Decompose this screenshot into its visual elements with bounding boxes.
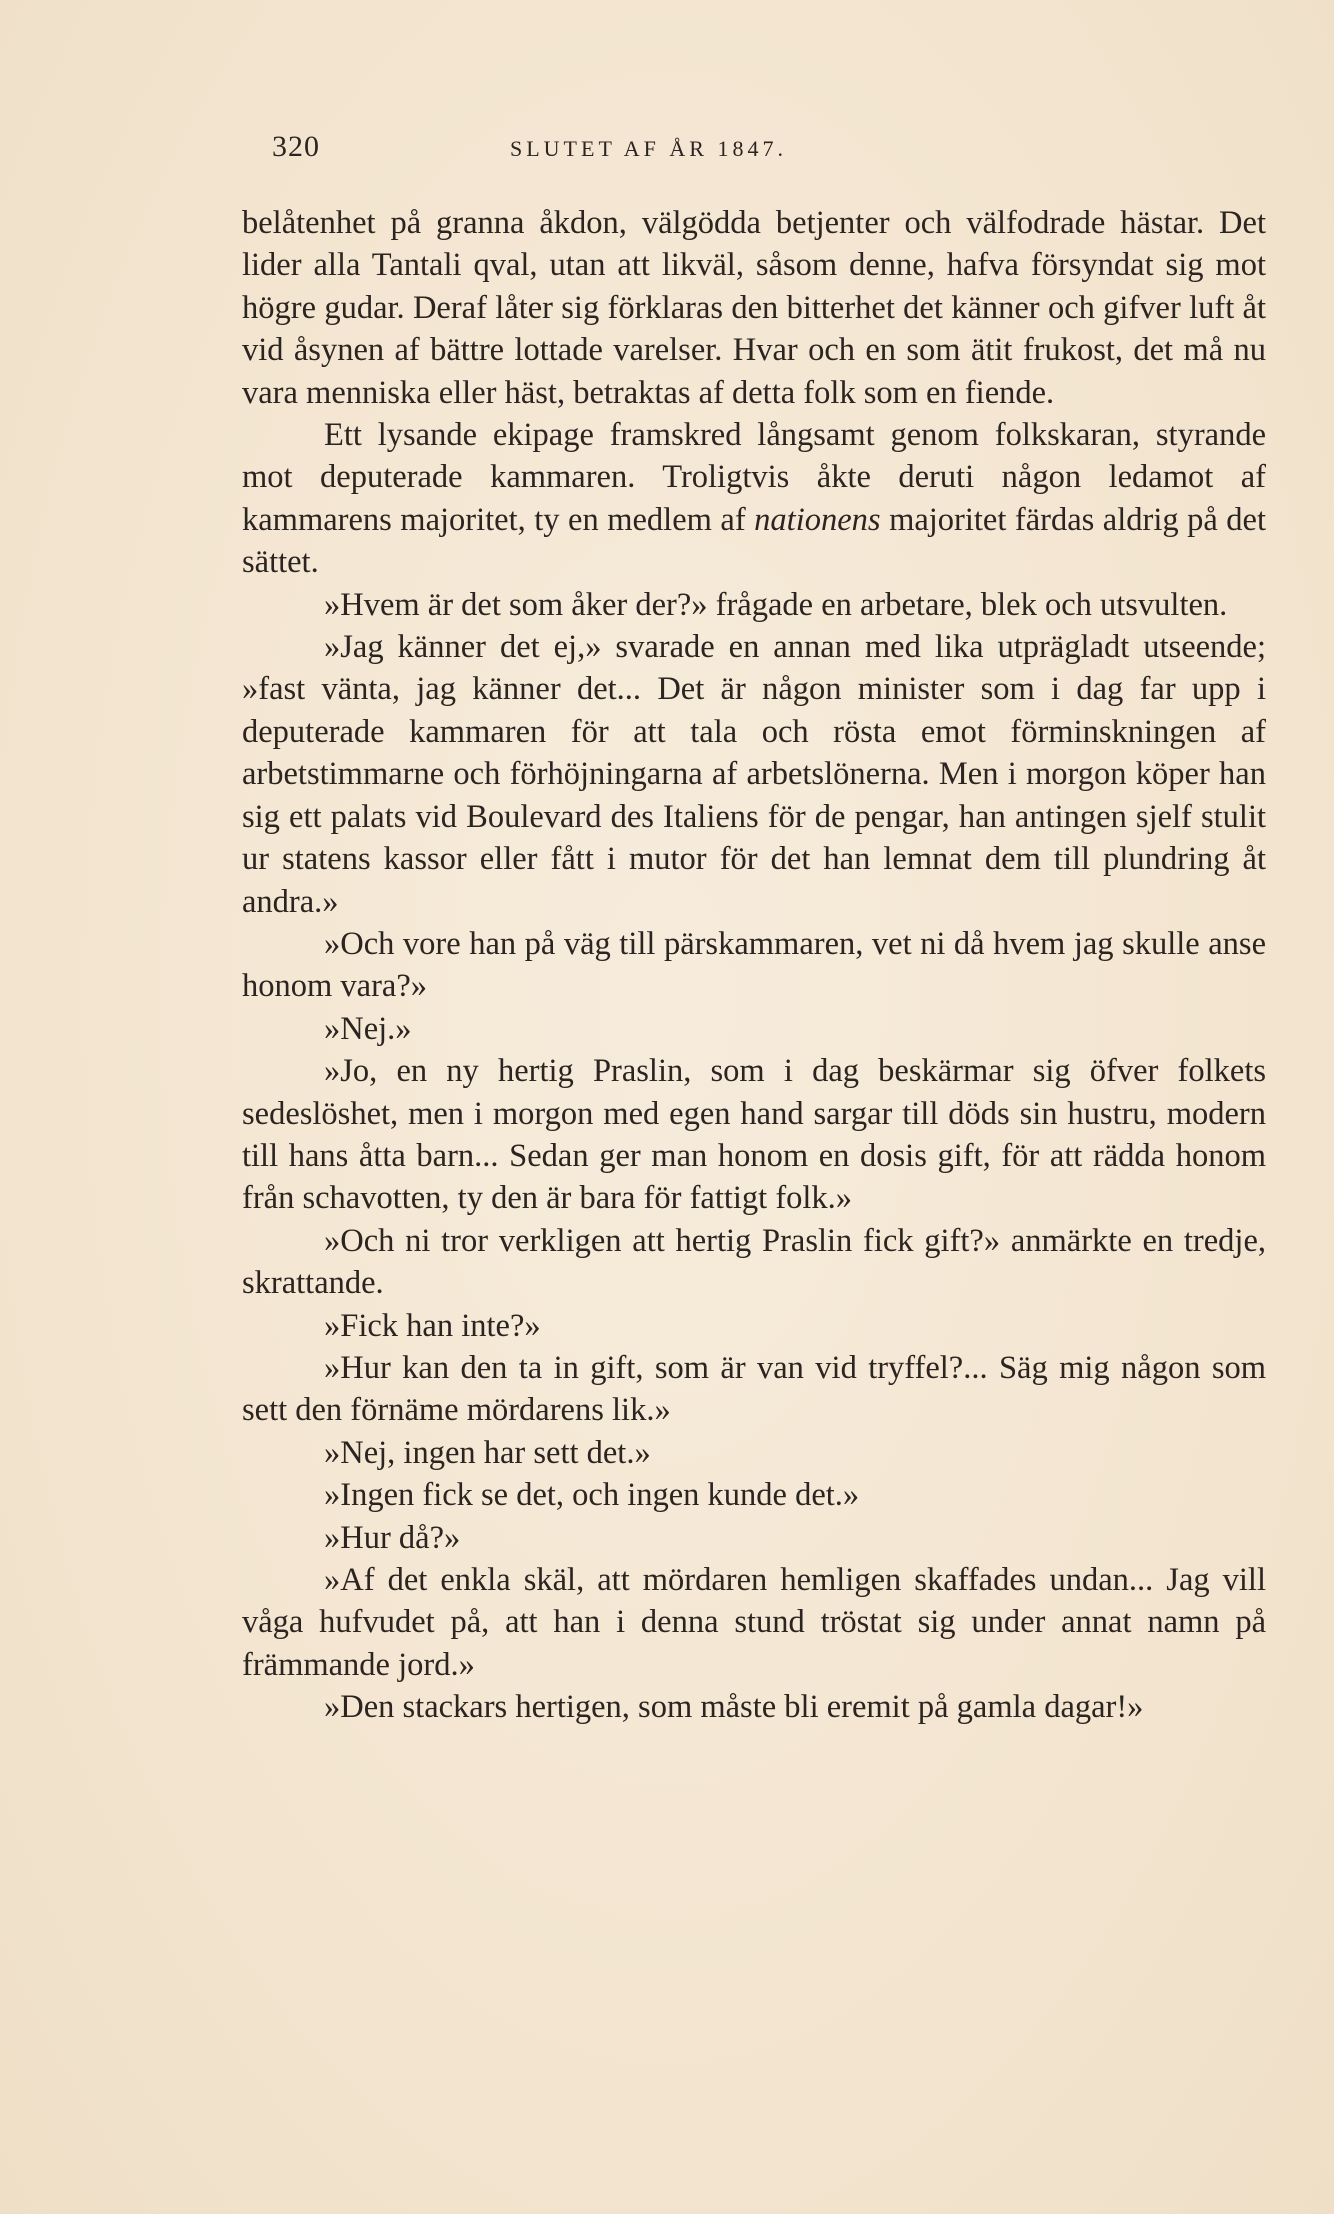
paragraph (242, 923, 1266, 1008)
text-segment: »Jo, en ny hertig Praslin, som i dag beskärmar sig öfver folkets sedeslöshet, men i morgon med egen hand sargar till döds sin hustru, modern till hans åtta barn... Sedan ger man honom en dosis gift, för att rädda honom från schavotten, ty den är bara för fattigt folk.» (242, 1053, 1266, 1217)
text-segment: »Jag känner det ej,» svarade en annan med lika utprägladt utseende; »fast vänta, jag känner det... Det är någon minister som i dag far upp i deputerade kammaren för att tala och rösta emot förminskningen af arbetstimmarne och förhöjningarna af arbetslönerna. Men i morgon köper han sig ett palats vid Boulevard des Italiens för de pengar, han antingen sjelf stulit ur statens kassor eller fått i mutor för det han lemnat dem till plundring åt andra.» (242, 629, 1266, 920)
paragraph (242, 1559, 1266, 1686)
paragraph (242, 1050, 1266, 1220)
text-segment: »Hvem är det som åker der?» frågade en arbetare, blek och utsvulten. (324, 586, 1228, 623)
text-segment: »Och ni tror verkligen att hertig Praslin fick gift?» anmärkte en tredje, skrattande. (242, 1222, 1266, 1302)
text-segment: »Hur kan den ta in gift, som är van vid tryffel?... Säg mig någon som sett den förnäme mördarens lik.» (242, 1349, 1266, 1429)
paragraph (242, 1517, 1266, 1559)
text-segment: majoritet färdas aldrig på det sättet. (242, 501, 1266, 581)
running-head: SLUTET AF ÅR 1847. (510, 136, 787, 161)
paragraph (242, 414, 1266, 584)
text-segment: »Nej.» (324, 1010, 412, 1047)
text-segment: Ett lysande ekipage framskred långsamt genom folkskaran, styrande mot deputerade kammaren. Troligtvis åkte deruti någon ledamot af kammarens majoritet, ty en medlem af (242, 417, 1266, 538)
italic-text: nationens (754, 501, 881, 538)
text-segment: »Af det enkla skäl, att mördaren hemligen skaffades undan... Jag vill våga hufvudet på, att han i denna stund tröstat sig under annat namn på främmande jord.» (242, 1562, 1266, 1683)
paragraph (242, 1220, 1266, 1305)
page-header (272, 130, 1072, 170)
text-segment: »Och vore han på väg till pärskammaren, vet ni då hvem jag skulle anse honom vara?» (242, 925, 1266, 1005)
paragraph (242, 1686, 1266, 1728)
paragraph (242, 1008, 1266, 1050)
paragraph (242, 1347, 1266, 1432)
body-text (242, 202, 1266, 1729)
text-segment: »Den stackars hertigen, som måste bli eremit på gamla dagar!» (324, 1689, 1144, 1726)
paragraph (242, 626, 1266, 923)
text-segment: belåtenhet på granna åkdon, välgödda betjenter och välfodrade hästar. Det lider alla Tantali qval, utan att likväl, såsom denne, hafva försyndat sig mot högre gudar. Deraf låter sig förklaras den bitterhet det känner och gifver luft åt vid åsynen af bättre lottade varelser. Hvar och en som ätit frukost, det må nu vara menniska eller häst, betraktas af detta folk som en fiende. (242, 205, 1266, 411)
text-segment: »Hur då?» (324, 1519, 461, 1556)
paragraph (242, 1432, 1266, 1474)
paragraph (242, 202, 1266, 414)
page-number: 320 (272, 130, 320, 163)
text-segment: »Nej, ingen har sett det.» (324, 1434, 651, 1471)
paragraph (242, 1305, 1266, 1347)
text-segment: »Fick han inte?» (324, 1307, 541, 1344)
paragraph (242, 1474, 1266, 1516)
text-segment: »Ingen fick se det, och ingen kunde det.» (324, 1477, 860, 1514)
paragraph (242, 584, 1266, 626)
